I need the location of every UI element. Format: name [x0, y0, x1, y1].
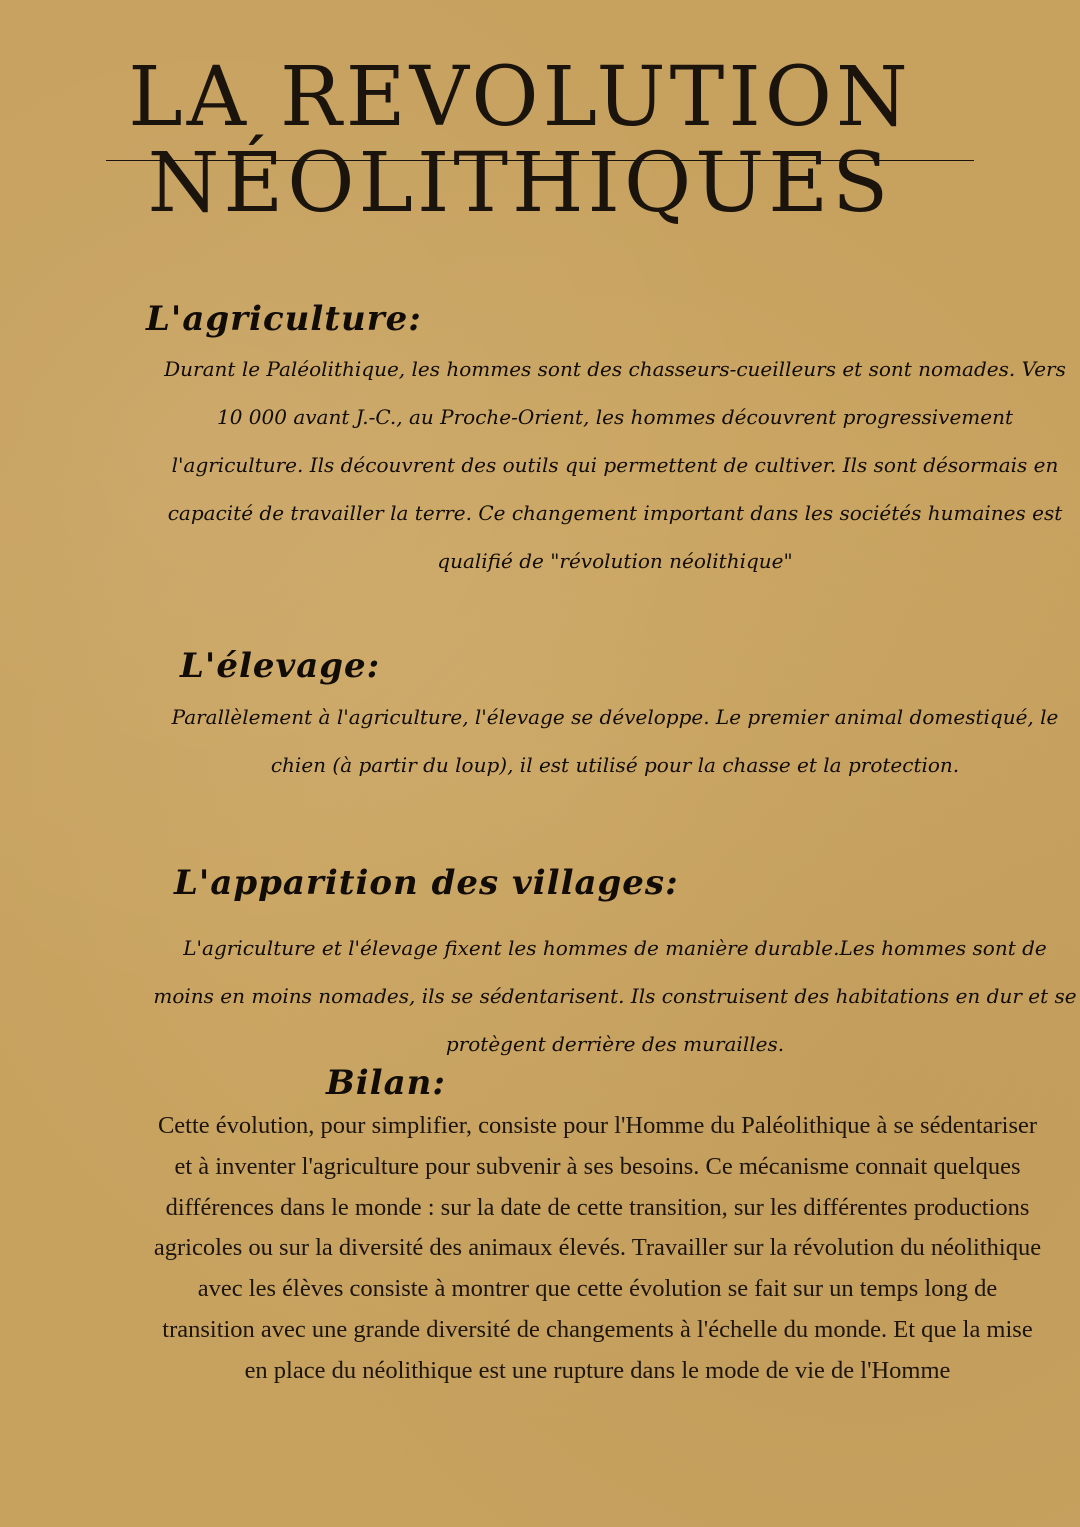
text-bilan: Cette évolution, pour simplifier, consiste pour l'Homme du Paléolithique à se sédentariser et à inventer l'agriculture pour subvenir à ses besoins. Ce mécanisme connait quelques différences dans le monde : sur la date de cette transition, sur les différentes productions agricoles ou sur la diversité des animaux élevés. Travailler sur la révolution du néolithique avec les élèves consiste à montrer que cette évolution se fait sur un temps long de transition avec une grande diversité de changements à l'échelle du monde. Et que la mise en place du néolithique est une rupture dans le mode de vie de l'Homme: [153, 1112, 1042, 1384]
heading-villages: L'apparition des villages:: [174, 863, 679, 903]
heading-agriculture: L'agriculture:: [146, 299, 422, 339]
text-agriculture: Durant le Paléolithique, les hommes sont des chasseurs-cueilleurs et sont nomades. Vers 10 000 avant J.-C., au Proche-Orient, les hommes découvrent progressivement l'agriculture. Ils découvrent des outils qui permettent de cultiver. Ils sont désormais en capacité de travailler la terre. Ce changement important dans les sociétés humaines est qualifié de "révolution néolithique": [164, 357, 1066, 573]
title-line-1: LA REVOLUTION: [128, 50, 912, 145]
text-elevage: Parallèlement à l'agriculture, l'élevage se développe. Le premier animal domestiqué, le chien (à partir du loup), il est utilisé pour la chasse et la protection.: [171, 705, 1059, 777]
text-villages: L'agriculture et l'élevage fixent les hommes de manière durable.Les hommes sont de moins en moins nomades, ils se sédentarisent. Ils construisent des habitations en dur et se protègent derrière des murailles.: [153, 936, 1077, 1056]
title-line-2: NÉOLITHIQUES: [147, 136, 893, 231]
heading-bilan: Bilan:: [326, 1063, 446, 1103]
heading-elevage: L'élevage:: [180, 646, 381, 686]
